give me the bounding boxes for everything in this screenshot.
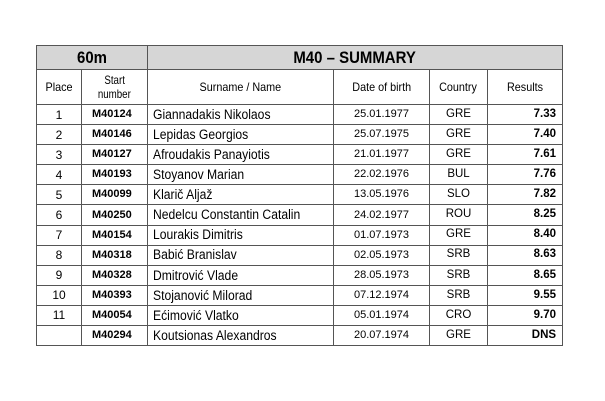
athlete-name-cell: Babić Branislav: [148, 245, 334, 265]
athlete-name-cell: Giannadakis Nikolaos: [148, 105, 334, 125]
place-cell: 9: [37, 265, 82, 285]
start-number-cell: M40318: [82, 245, 148, 265]
country-cell: SRB: [430, 265, 488, 285]
date-of-birth-cell: 22.02.1976: [334, 165, 430, 185]
country-cell: ROU: [430, 205, 488, 225]
date-of-birth-cell: 28.05.1973: [334, 265, 430, 285]
country-cell: SRB: [430, 245, 488, 265]
result-cell: 8.63: [488, 245, 563, 265]
date-of-birth-cell: 24.02.1977: [334, 205, 430, 225]
country-cell: GRE: [430, 326, 488, 346]
header-place: Place: [37, 70, 82, 105]
place-cell: 10: [37, 285, 82, 305]
result-cell: 8.40: [488, 225, 563, 245]
date-of-birth-cell: 01.07.1973: [334, 225, 430, 245]
header-start-number: Start number: [82, 70, 148, 105]
table-row: [37, 125, 563, 145]
place-cell: 5: [37, 185, 82, 205]
country-cell: GRE: [430, 105, 488, 125]
place-cell: 4: [37, 165, 82, 185]
place-cell: [37, 326, 82, 346]
athlete-name-cell: Nedelcu Constantin Catalin: [148, 205, 334, 225]
place-cell: 3: [37, 145, 82, 165]
athlete-name-cell: Afroudakis Panayiotis: [148, 145, 334, 165]
country-cell: BUL: [430, 165, 488, 185]
date-of-birth-cell: 02.05.1973: [334, 245, 430, 265]
country-cell: SLO: [430, 185, 488, 205]
date-of-birth-cell: 25.01.1977: [334, 105, 430, 125]
athlete-name-cell: Dmitrović Vlade: [148, 265, 334, 285]
result-cell: 7.40: [488, 125, 563, 145]
place-cell: 7: [37, 225, 82, 245]
place-cell: 6: [37, 205, 82, 225]
results-body: [37, 105, 563, 346]
start-number-cell: M40146: [82, 125, 148, 145]
start-number-cell: M40154: [82, 225, 148, 245]
table-row: [37, 105, 563, 125]
result-cell: 8.65: [488, 265, 563, 285]
header-country: Country: [430, 70, 488, 105]
result-cell: DNS: [488, 326, 563, 346]
summary-title: M40 – SUMMARY: [148, 46, 563, 70]
start-number-cell: M40294: [82, 326, 148, 346]
event-name: 60m: [37, 46, 148, 70]
results-table: [36, 45, 563, 346]
header-name: Surname / Name: [148, 70, 334, 105]
date-of-birth-cell: 07.12.1974: [334, 285, 430, 305]
start-number-cell: M40099: [82, 185, 148, 205]
result-cell: 9.70: [488, 305, 563, 325]
header-date-of-birth: Date of birth: [334, 70, 430, 105]
table-row: [37, 165, 563, 185]
place-cell: 8: [37, 245, 82, 265]
date-of-birth-cell: 25.07.1975: [334, 125, 430, 145]
table-row: [37, 205, 563, 225]
country-cell: SRB: [430, 285, 488, 305]
athlete-name-cell: Koutsionas Alexandros: [148, 326, 334, 346]
date-of-birth-cell: 05.01.1974: [334, 305, 430, 325]
athlete-name-cell: Stoyanov Marian: [148, 165, 334, 185]
date-of-birth-cell: 13.05.1976: [334, 185, 430, 205]
table-row: [37, 245, 563, 265]
result-cell: 8.25: [488, 205, 563, 225]
table-row: [37, 185, 563, 205]
title-row: [37, 46, 563, 70]
start-number-cell: M40250: [82, 205, 148, 225]
athlete-name-cell: Klarič Aljaž: [148, 185, 334, 205]
country-cell: CRO: [430, 305, 488, 325]
date-of-birth-cell: 21.01.1977: [334, 145, 430, 165]
start-number-cell: M40328: [82, 265, 148, 285]
country-cell: GRE: [430, 125, 488, 145]
result-cell: 7.76: [488, 165, 563, 185]
header-results: Results: [488, 70, 563, 105]
table-row: [37, 305, 563, 325]
table-row: [37, 326, 563, 346]
place-cell: 1: [37, 105, 82, 125]
place-cell: 2: [37, 125, 82, 145]
table-row: [37, 225, 563, 245]
result-cell: 7.61: [488, 145, 563, 165]
start-number-cell: M40193: [82, 165, 148, 185]
table-row: [37, 145, 563, 165]
athlete-name-cell: Lepidas Georgios: [148, 125, 334, 145]
start-number-cell: M40393: [82, 285, 148, 305]
place-cell: 11: [37, 305, 82, 325]
result-cell: 7.33: [488, 105, 563, 125]
date-of-birth-cell: 20.07.1974: [334, 326, 430, 346]
athlete-name-cell: Ećimović Vlatko: [148, 305, 334, 325]
country-cell: GRE: [430, 225, 488, 245]
table-row: [37, 285, 563, 305]
start-number-cell: M40127: [82, 145, 148, 165]
result-cell: 9.55: [488, 285, 563, 305]
start-number-cell: M40124: [82, 105, 148, 125]
table-row: [37, 265, 563, 285]
start-number-cell: M40054: [82, 305, 148, 325]
athlete-name-cell: Lourakis Dimitris: [148, 225, 334, 245]
result-cell: 7.82: [488, 185, 563, 205]
country-cell: GRE: [430, 145, 488, 165]
athlete-name-cell: Stojanović Milorad: [148, 285, 334, 305]
column-header-row: [37, 70, 563, 105]
